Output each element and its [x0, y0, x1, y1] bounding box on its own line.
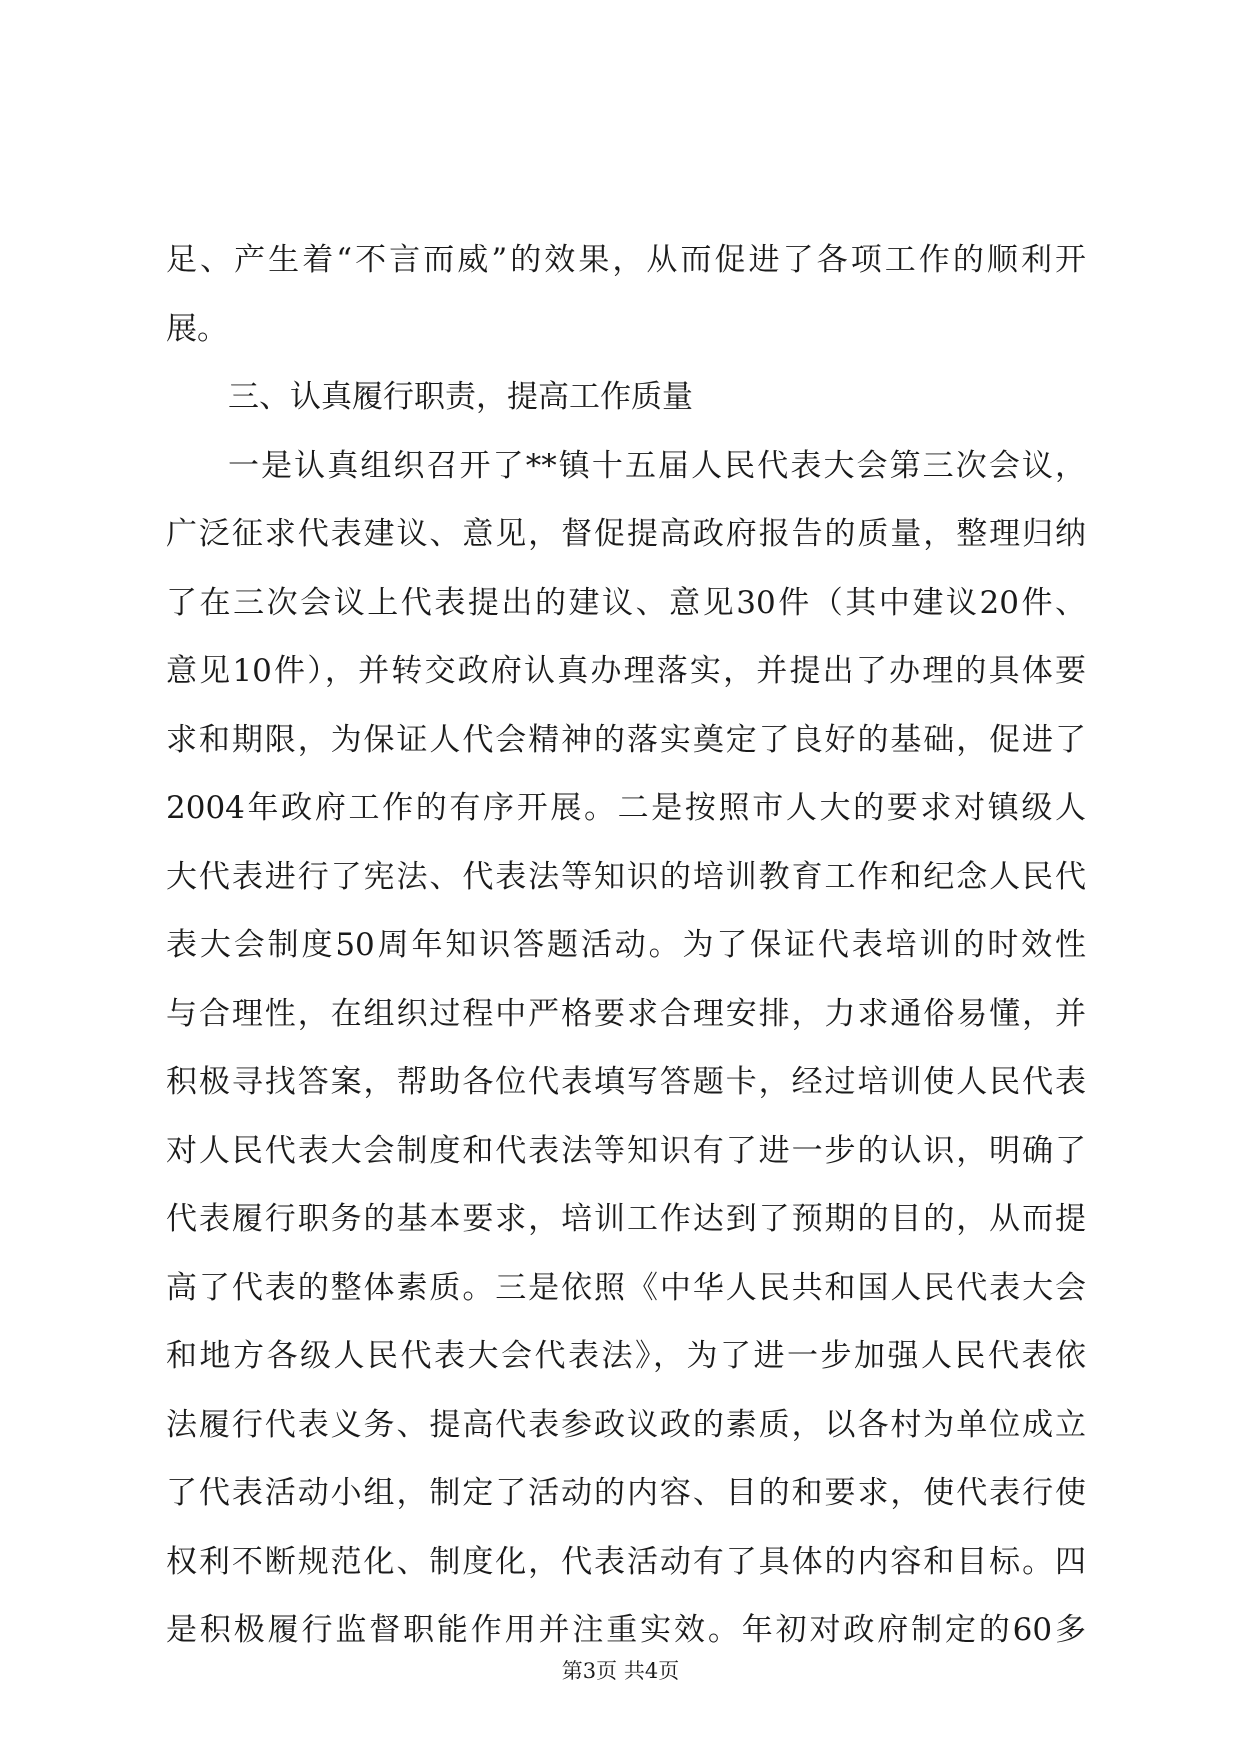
section-heading: 三、认真履行职责，提高工作质量: [228, 379, 693, 415]
body-line: 权利不断规范化、制度化，代表活动有了具体的内容和目标。四: [166, 1543, 1086, 1580]
body-line: 展。: [166, 310, 228, 347]
body-line: 意见10件），并转交政府认真办理落实，并提出了办理的具体要: [166, 653, 1086, 689]
body-line: 法履行代表义务、提高代表参政议政的素质，以各村为单位成立: [166, 1406, 1086, 1443]
body-line: 与合理性，在组织过程中严格要求合理安排，力求通俗易懂，并: [166, 995, 1086, 1032]
body-line: 和地方各级人民代表大会代表法》，为了进一步加强人民代表依: [166, 1338, 1086, 1374]
body-line: 表大会制度50周年知识答题活动。为了保证代表培训的时效性: [166, 927, 1086, 963]
document-body: [166, 226, 1086, 1665]
body-line: 积极寻找答案，帮助各位代表填写答题卡，经过培训使人民代表: [166, 1064, 1086, 1100]
body-line: 2004年政府工作的有序开展。二是按照市人大的要求对镇级人: [166, 790, 1086, 826]
body-line: 广泛征求代表建议、意见，督促提高政府报告的质量，整理归纳: [166, 516, 1086, 552]
body-line: 代表履行职务的基本要求，培训工作达到了预期的目的，从而提: [166, 1201, 1086, 1237]
body-line: 求和期限，为保证人代会精神的落实奠定了良好的基础，促进了: [166, 721, 1086, 758]
body-line: 大代表进行了宪法、代表法等知识的培训教育工作和纪念人民代: [166, 858, 1086, 895]
body-line: 高了代表的整体素质。三是依照《中华人民共和国人民代表大会: [166, 1269, 1086, 1306]
page-footer: 第3页 共4页: [561, 1659, 680, 1683]
body-line: 了代表活动小组，制定了活动的内容、目的和要求，使代表行使: [166, 1475, 1086, 1511]
body-line: 一是认真组织召开了**镇十五届人民代表大会第三次会议，: [228, 447, 1086, 484]
body-line: 是积极履行监督职能作用并注重实效。年初对政府制定的60多: [166, 1612, 1086, 1648]
body-line: 足、产生着“不言而威”的效果，从而促进了各项工作的顺利开: [166, 242, 1086, 278]
body-line: 对人民代表大会制度和代表法等知识有了进一步的认识，明确了: [166, 1132, 1086, 1169]
body-line: 了在三次会议上代表提出的建议、意见30件（其中建议20件、: [166, 584, 1086, 621]
